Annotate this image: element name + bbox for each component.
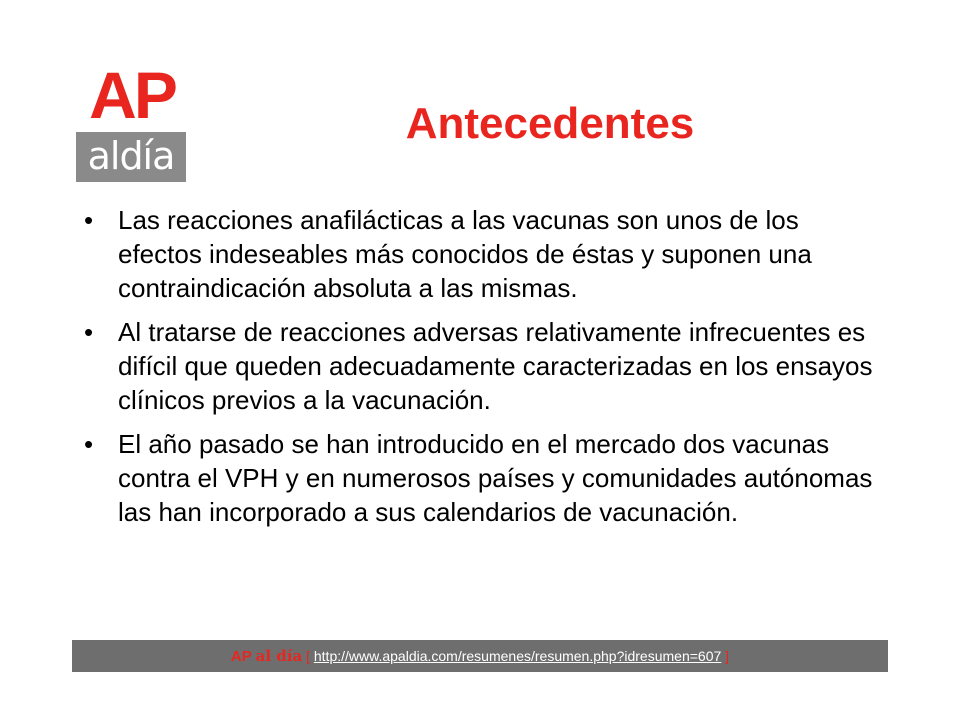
bullet-dot-icon: • bbox=[84, 429, 94, 459]
bullet-item bbox=[80, 427, 880, 529]
footer-brand-aldia: al día bbox=[255, 647, 303, 665]
logo-ap-text: AP bbox=[89, 58, 175, 132]
bullet-dot-icon: • bbox=[84, 317, 94, 347]
footer-bar bbox=[72, 640, 888, 672]
bullet-list bbox=[80, 203, 880, 539]
footer-url-link[interactable]: http://www.apaldia.com/resumenes/resumen.php?idresumen=607 bbox=[313, 648, 722, 664]
footer-brand-ap: AP bbox=[230, 648, 252, 665]
bullet-text: Al tratarse de reacciones adversas relativamente infrecuentes es difícil que queden adecuadamente caracterizadas en los ensayos clínicos previos a la vacunación. bbox=[118, 317, 873, 415]
bullet-text: El año pasado se han introducido en el mercado dos vacunas contra el VPH y en numerosos países y comunidades autónomas las han incorporado a sus calendarios de vacunación. bbox=[118, 429, 873, 527]
bullet-item bbox=[80, 315, 880, 417]
apaldia-logo bbox=[76, 58, 188, 182]
bullet-text: Las reacciones anafilácticas a las vacunas son unos de los efectos indeseables más conocidos de éstas y suponen una contraindicación absoluta a las mismas. bbox=[118, 205, 812, 303]
slide-title: Antecedentes bbox=[405, 99, 695, 148]
bullet-item bbox=[80, 203, 880, 305]
bullet-dot-icon: • bbox=[84, 205, 94, 235]
logo-aldia-box: aldía bbox=[76, 132, 186, 182]
footer-open-bracket: [ bbox=[306, 648, 310, 664]
footer-close-bracket: ] bbox=[725, 648, 730, 664]
